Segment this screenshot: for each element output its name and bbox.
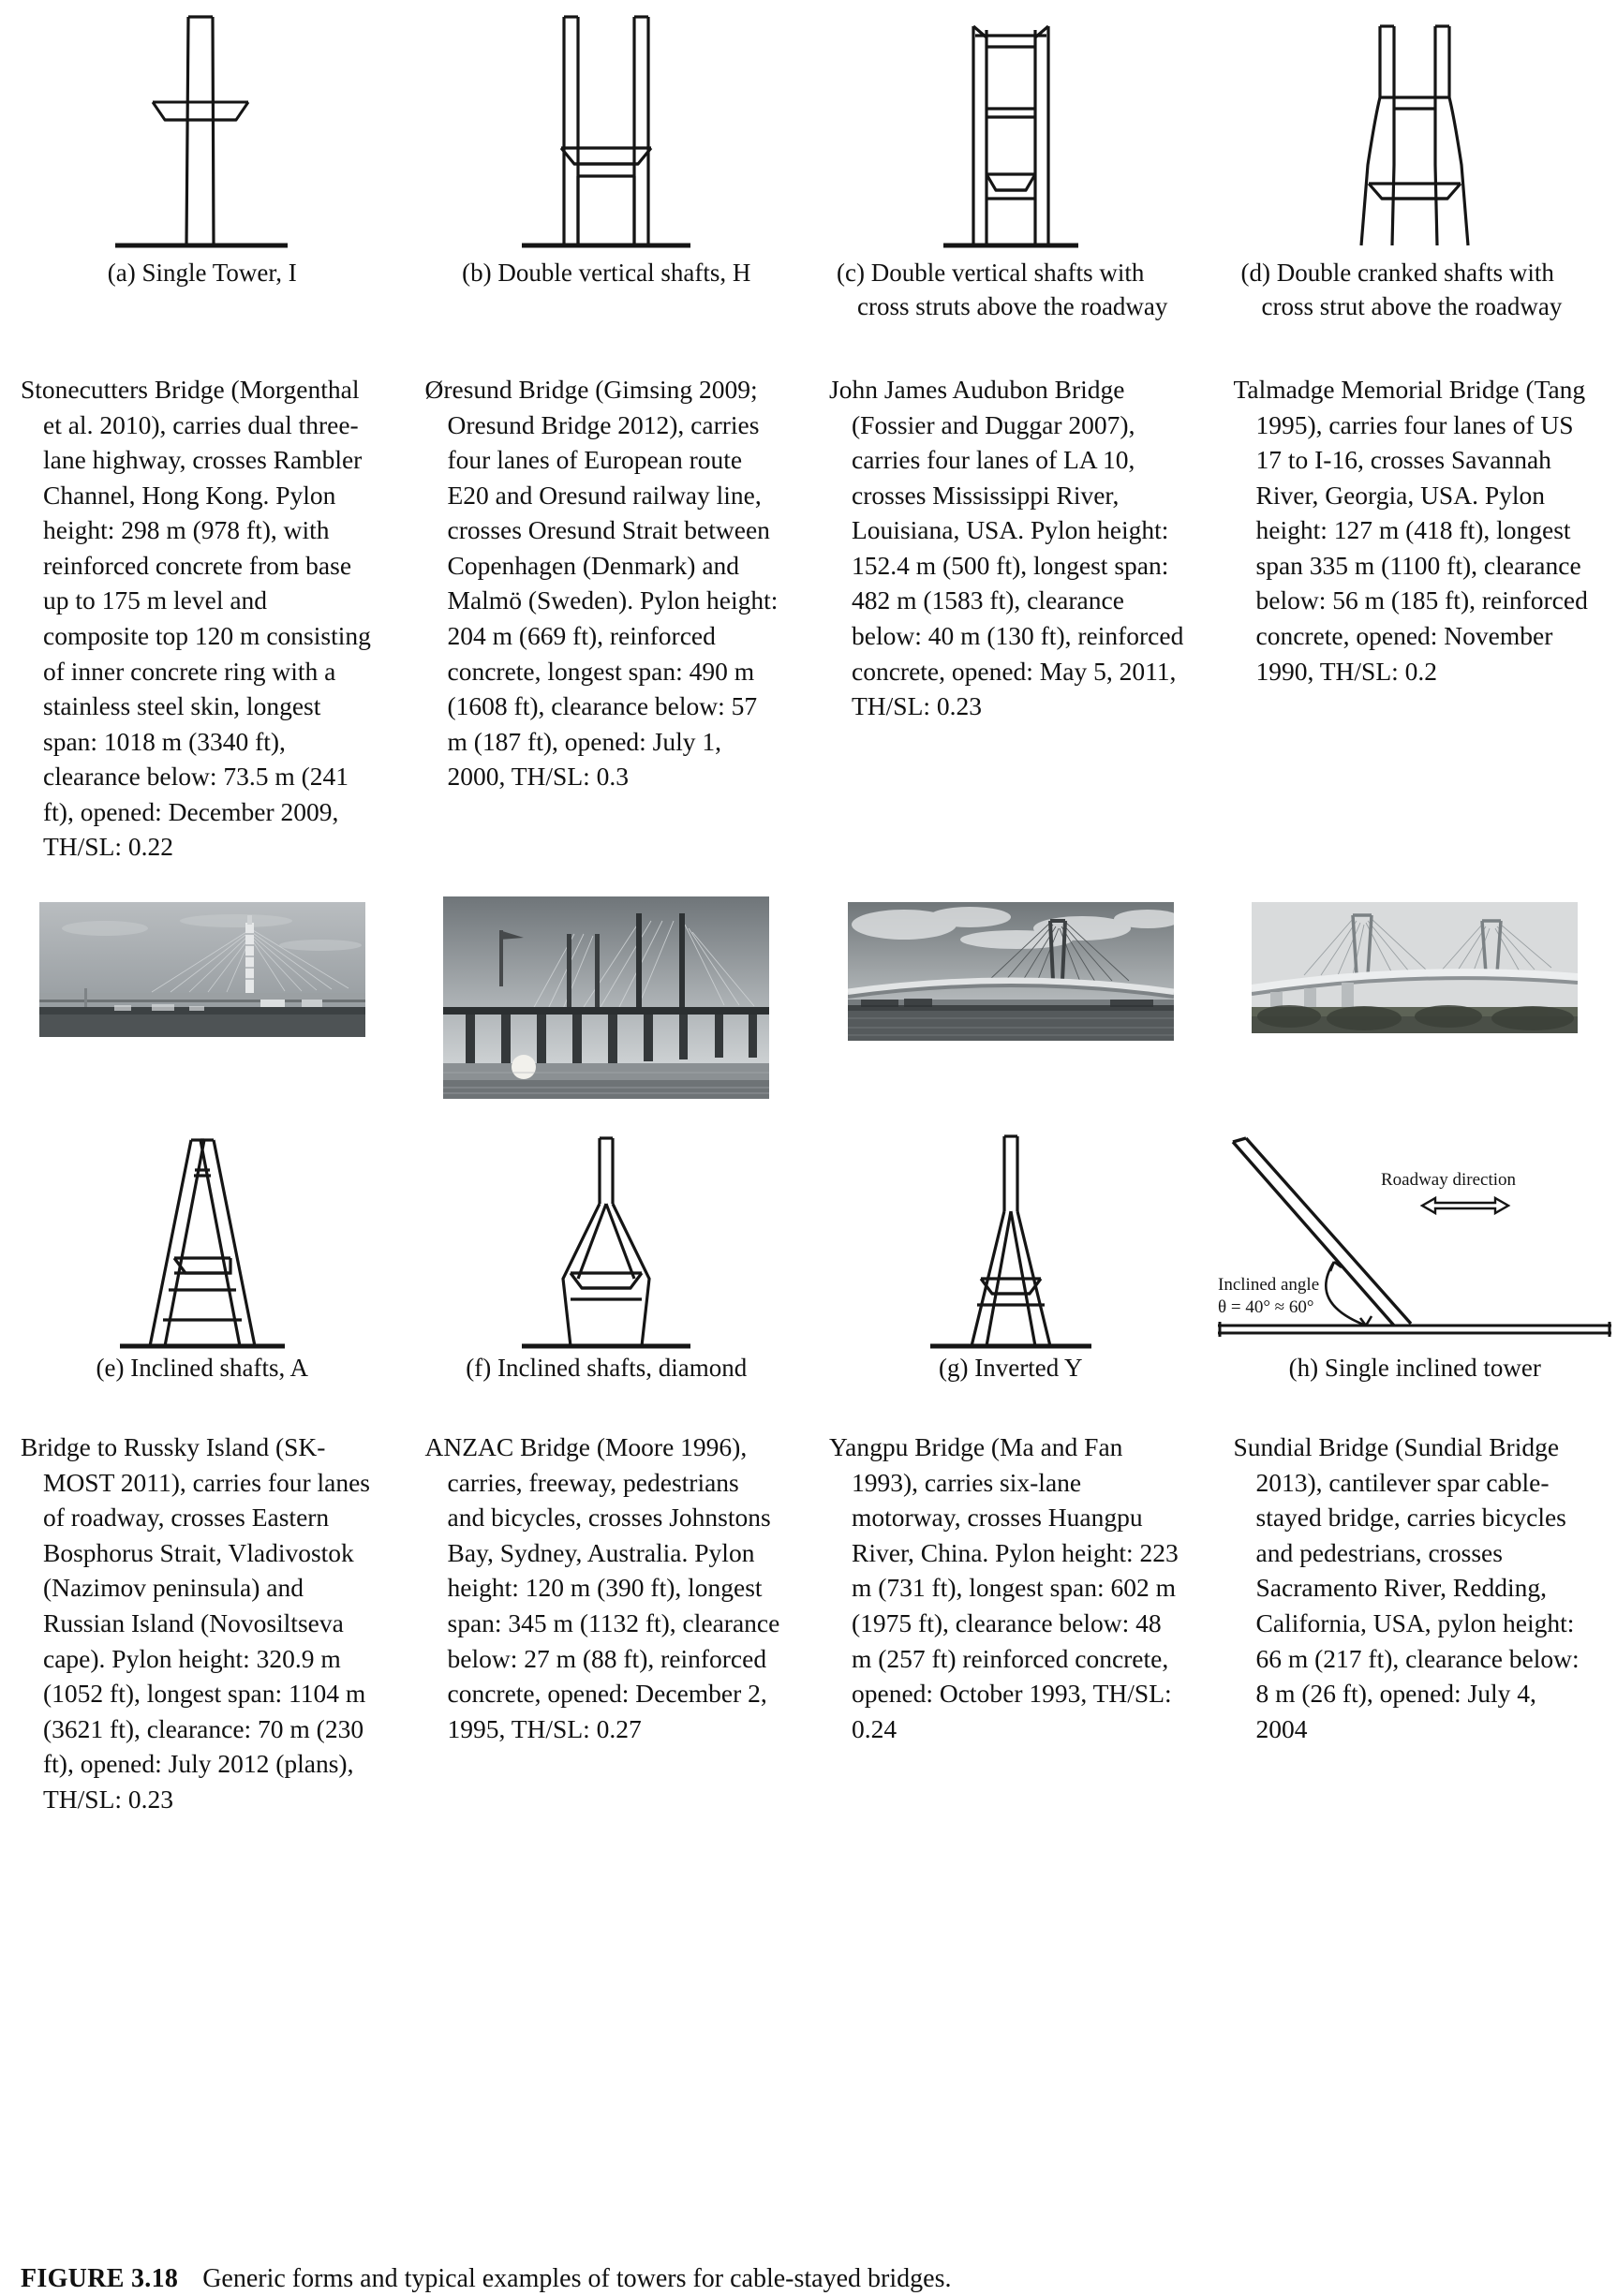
- photo-cell-audubon: [808, 889, 1213, 1104]
- subcaption-h: (h) Single inclined tower: [1213, 1352, 1617, 1385]
- tower-f-drawing: [466, 1125, 747, 1350]
- description-stonecutters-bridge: Stonecutters Bridge (Morgenthal et al. 2010), carries dual three-lane highway, crosses Rambler Channel, Hong Kong. Pylon height: 298 m (978 ft), with reinforced concrete from base up to 175 m level and composite top 120 m consisting of inner concrete ring with a stainless steel skin, longest span: 1018 m (3340 ft), clearance below: 73.5 m (241 ft), opened: December 2009, TH/SL: 0.22: [22, 372, 405, 864]
- inclined-angle-value: θ = 40° ≈ 60°: [1218, 1297, 1313, 1317]
- photo-cell-stonecutters: [0, 889, 405, 1104]
- tower-b-drawing: [466, 9, 747, 253]
- photo-audubon-bridge: [848, 902, 1174, 1041]
- tower-e-drawing: [62, 1125, 343, 1350]
- diagram-row-2: [0, 1116, 1617, 1350]
- description-talmadge-bridge: Talmadge Memorial Bridge (Tang 1995), carries four lanes of US 17 to I-16, crosses Savannah River, Georgia, USA. Pylon height: 127 m (418 ft), longest span 335 m (1100 ft), clearance below: 56 m (185 ft), reinforced concrete, opened: November 1990, TH/SL: 0.2: [1236, 372, 1617, 864]
- figure-caption-text: Generic forms and typical examples of towers for cable-stayed bridges.: [202, 2264, 951, 2293]
- subcaption-g: (g) Inverted Y: [808, 1352, 1213, 1385]
- tower-d-drawing: [1274, 7, 1555, 253]
- description-russky-island-bridge: Bridge to Russky Island (SK-MOST 2011), carries four lanes of roadway, crosses Eastern Bosphorus Strait, Vladivostok (Nazimov peninsula) and Russian Island (Novosiltseva cape). Pylon height: 320.9 m (1052 ft), longest span: 1104 m (3621 ft), clearance: 70 m (230 ft), opened: July 2012 (plans), TH/SL: 0.23: [22, 1429, 405, 1816]
- diagram-double-vertical-cross-struts: [808, 0, 1213, 253]
- diagram-double-vertical-shafts-h: [405, 0, 809, 253]
- photo-stonecutters-bridge: [39, 902, 365, 1037]
- diagram-inclined-shafts-diamond: [405, 1116, 809, 1350]
- description-yangpu-bridge: Yangpu Bridge (Ma and Fan 1993), carries six-lane motorway, crosses Huangpu River, China. Pylon height: 223 m (731 ft), longest span: 602 m (1975 ft), clearance below: 48 m (257 ft) reinforced concrete, opened: October 1993, TH/SL: 0.24: [831, 1429, 1213, 1816]
- description-sundial-bridge: Sundial Bridge (Sundial Bridge 2013), cantilever spar cable-stayed bridge, carries bicycles and pedestrians, crosses Sacramento River, Redding, California, USA, pylon height: 66 m (217 ft), clearance below: 8 m (26 ft), opened: July 4, 2004: [1236, 1429, 1617, 1816]
- tower-h-drawing: [1218, 1125, 1611, 1350]
- subcaption-f: (f) Inclined shafts, diamond: [405, 1352, 809, 1385]
- subcaption-row-1: [0, 257, 1617, 323]
- diagram-row-1: [0, 0, 1617, 253]
- subcaption-c: (c) Double vertical shafts with cross struts above the roadway: [825, 257, 1213, 323]
- diagram-inverted-y: [808, 1116, 1213, 1350]
- diagram-inclined-shafts-a: [0, 1116, 405, 1350]
- figure-caption: [21, 2262, 1595, 2296]
- diagram-single-inclined-tower: [1213, 1116, 1617, 1350]
- description-row-1: [0, 372, 1617, 864]
- roadway-direction-arrow: [1422, 1198, 1508, 1213]
- subcaption-d: (d) Double cranked shafts with cross strut above the roadway: [1230, 257, 1617, 323]
- subcaption-b: (b) Double vertical shafts, H: [405, 257, 809, 323]
- description-anzac-bridge: ANZAC Bridge (Moore 1996), carries, freeway, pedestrians and bicycles, crosses Johnstons Bay, Sydney, Australia. Pylon height: 120 m (390 ft), longest span: 345 m (1132 ft), clearance below: 27 m (88 ft), reinforced concrete, opened: December 2, 1995, TH/SL: 0.27: [427, 1429, 809, 1816]
- tower-g-drawing: [870, 1125, 1151, 1350]
- photo-oresund-bridge: [443, 896, 769, 1099]
- photo-talmadge-bridge: [1252, 902, 1578, 1033]
- figure-number: FIGURE 3.18: [21, 2264, 178, 2293]
- description-oresund-bridge: Øresund Bridge (Gimsing 2009; Oresund Bridge 2012), carries four lanes of European route E20 and Oresund railway line, crosses Oresund Strait between Copenhagen (Denmark) and Malmö (Sweden). Pylon height: 204 m (669 ft), reinforced concrete, longest span: 490 m (1608 ft), clearance below: 57 m (187 ft), opened: July 1, 2000, TH/SL: 0.3: [427, 372, 809, 864]
- photo-row: [0, 889, 1617, 1104]
- diagram-double-cranked-shafts: [1213, 0, 1617, 253]
- photo-cell-oresund: [405, 889, 809, 1104]
- tower-c-drawing: [870, 7, 1151, 253]
- subcaption-e: (e) Inclined shafts, A: [0, 1352, 405, 1385]
- diagram-single-tower-i: [0, 0, 405, 253]
- description-audubon-bridge: John James Audubon Bridge (Fossier and Duggar 2007), carries four lanes of LA 10, crosses Mississippi River, Louisiana, USA. Pylon height: 152.4 m (500 ft), longest span: 482 m (1583 ft), clearance below: 40 m (130 ft), reinforced concrete, opened: May 5, 2011, TH/SL: 0.23: [831, 372, 1213, 864]
- photo-cell-talmadge: [1213, 889, 1617, 1104]
- tower-a-drawing: [62, 9, 343, 253]
- subcaption-a: (a) Single Tower, I: [0, 257, 405, 323]
- roadway-direction-label: Roadway direction: [1381, 1170, 1517, 1190]
- inclined-angle-label: Inclined angle: [1218, 1275, 1319, 1295]
- subcaption-row-2: [0, 1352, 1617, 1385]
- description-row-2: [0, 1429, 1617, 1816]
